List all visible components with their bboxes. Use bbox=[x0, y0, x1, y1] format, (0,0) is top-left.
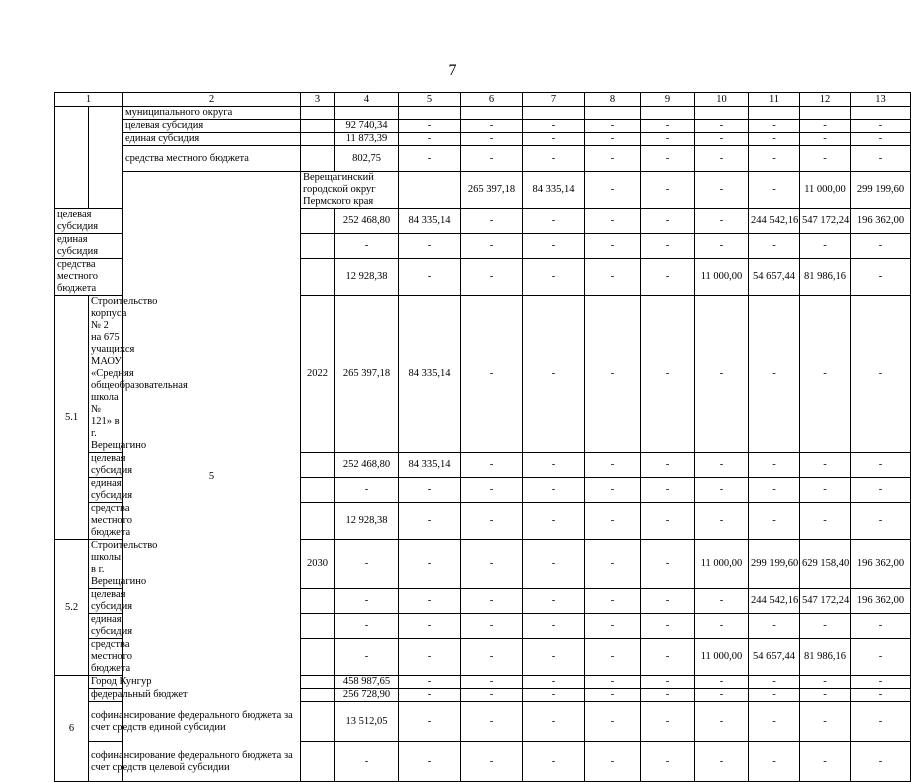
value-cell: - bbox=[585, 133, 641, 146]
value-cell: - bbox=[461, 503, 523, 540]
value-cell: - bbox=[523, 639, 585, 676]
value-cell bbox=[695, 107, 749, 120]
year-cell bbox=[301, 702, 335, 742]
value-cell: - bbox=[641, 120, 695, 133]
header-cell: 3 bbox=[301, 93, 335, 107]
value-cell: - bbox=[800, 296, 851, 453]
value-cell: 265 397,18 bbox=[335, 296, 399, 453]
value-cell: - bbox=[335, 639, 399, 676]
value-cell: 11 000,00 bbox=[695, 540, 749, 589]
value-cell: - bbox=[851, 689, 911, 702]
value-cell: - bbox=[585, 296, 641, 453]
header-cell: 9 bbox=[641, 93, 695, 107]
header-cell: 6 bbox=[461, 93, 523, 107]
value-cell: - bbox=[461, 259, 523, 296]
value-cell: - bbox=[641, 478, 695, 503]
value-cell: - bbox=[749, 133, 800, 146]
value-cell: - bbox=[399, 234, 461, 259]
value-cell: - bbox=[749, 503, 800, 540]
value-cell: - bbox=[585, 146, 641, 172]
value-cell: - bbox=[695, 689, 749, 702]
value-cell: - bbox=[585, 702, 641, 742]
value-cell: - bbox=[851, 742, 911, 782]
year-cell bbox=[301, 146, 335, 172]
value-cell: - bbox=[641, 133, 695, 146]
value-cell: - bbox=[461, 702, 523, 742]
subgroup-number: 5.2 bbox=[55, 540, 89, 676]
value-cell bbox=[585, 107, 641, 120]
value-cell: - bbox=[461, 120, 523, 133]
value-cell: 13 512,05 bbox=[335, 702, 399, 742]
value-cell: 11 000,00 bbox=[695, 639, 749, 676]
value-cell: - bbox=[749, 742, 800, 782]
value-cell: - bbox=[523, 146, 585, 172]
table-row bbox=[55, 133, 911, 146]
value-cell: - bbox=[851, 614, 911, 639]
value-cell: - bbox=[641, 146, 695, 172]
value-cell: - bbox=[461, 742, 523, 782]
value-cell bbox=[335, 107, 399, 120]
row-label: Строительство школы в г. Верещагино bbox=[89, 540, 123, 589]
value-cell: - bbox=[523, 234, 585, 259]
value-cell: - bbox=[800, 234, 851, 259]
value-cell: - bbox=[749, 234, 800, 259]
value-cell: 84 335,14 bbox=[399, 296, 461, 453]
value-cell bbox=[851, 107, 911, 120]
value-cell: 252 468,80 bbox=[335, 209, 399, 234]
value-cell: - bbox=[800, 742, 851, 782]
value-cell: - bbox=[851, 146, 911, 172]
year-cell bbox=[301, 453, 335, 478]
value-cell: - bbox=[461, 614, 523, 639]
value-cell: - bbox=[695, 296, 749, 453]
value-cell: 547 172,24 bbox=[800, 209, 851, 234]
value-cell: - bbox=[399, 614, 461, 639]
table-row bbox=[55, 107, 911, 120]
year-cell bbox=[301, 614, 335, 639]
subgroup-number-cell bbox=[89, 107, 123, 209]
table-row bbox=[55, 742, 911, 782]
value-cell: - bbox=[585, 689, 641, 702]
row-label: софинансирование федерального бюджета за счет средств единой субсидии bbox=[89, 702, 301, 742]
value-cell: - bbox=[335, 614, 399, 639]
group-number: 6 bbox=[55, 676, 89, 782]
value-cell bbox=[641, 107, 695, 120]
year-cell bbox=[301, 676, 335, 689]
value-cell: - bbox=[399, 259, 461, 296]
value-cell: - bbox=[461, 133, 523, 146]
header-cell: 5 bbox=[399, 93, 461, 107]
value-cell: - bbox=[851, 120, 911, 133]
value-cell: - bbox=[585, 478, 641, 503]
value-cell: 458 987,65 bbox=[335, 676, 399, 689]
year-cell bbox=[301, 120, 335, 133]
row-label: единая субсидия bbox=[55, 234, 123, 259]
value-cell: - bbox=[695, 120, 749, 133]
row-label: единая субсидия bbox=[123, 133, 301, 146]
row-label: софинансирование федерального бюджета за счет средств целевой субсидии bbox=[89, 742, 301, 782]
row-label: целевая субсидия bbox=[123, 120, 301, 133]
year-cell: 2022 bbox=[301, 296, 335, 453]
value-cell: - bbox=[585, 742, 641, 782]
value-cell: - bbox=[335, 478, 399, 503]
value-cell: - bbox=[399, 133, 461, 146]
value-cell: - bbox=[800, 478, 851, 503]
year-cell bbox=[301, 234, 335, 259]
value-cell bbox=[749, 107, 800, 120]
value-cell: - bbox=[523, 589, 585, 614]
value-cell: 244 542,16 bbox=[749, 209, 800, 234]
value-cell: - bbox=[523, 742, 585, 782]
value-cell: - bbox=[399, 503, 461, 540]
value-cell: - bbox=[851, 234, 911, 259]
value-cell: - bbox=[695, 742, 749, 782]
value-cell: - bbox=[749, 614, 800, 639]
value-cell: - bbox=[800, 614, 851, 639]
value-cell: - bbox=[851, 133, 911, 146]
value-cell: - bbox=[523, 296, 585, 453]
header-cell: 10 bbox=[695, 93, 749, 107]
value-cell: - bbox=[695, 503, 749, 540]
value-cell: 196 362,00 bbox=[851, 209, 911, 234]
year-cell bbox=[301, 742, 335, 782]
value-cell: - bbox=[399, 742, 461, 782]
value-cell: - bbox=[641, 259, 695, 296]
value-cell: - bbox=[585, 676, 641, 689]
value-cell: - bbox=[641, 742, 695, 782]
subgroup-number: 5.1 bbox=[55, 296, 89, 540]
value-cell: - bbox=[585, 540, 641, 589]
row-label: средства местного бюджета bbox=[55, 259, 123, 296]
value-cell: - bbox=[461, 234, 523, 259]
value-cell: - bbox=[749, 172, 800, 209]
value-cell: - bbox=[851, 676, 911, 689]
header-cell: 11 bbox=[749, 93, 800, 107]
value-cell: - bbox=[585, 453, 641, 478]
value-cell: 11 000,00 bbox=[695, 259, 749, 296]
row-label: единая субсидия bbox=[89, 478, 123, 503]
value-cell: 84 335,14 bbox=[523, 172, 585, 209]
value-cell: - bbox=[461, 478, 523, 503]
value-cell: - bbox=[335, 589, 399, 614]
header-cell: 7 bbox=[523, 93, 585, 107]
value-cell: - bbox=[749, 146, 800, 172]
value-cell: - bbox=[749, 296, 800, 453]
value-cell: - bbox=[585, 234, 641, 259]
value-cell: - bbox=[641, 639, 695, 676]
value-cell: - bbox=[523, 540, 585, 589]
value-cell: - bbox=[641, 676, 695, 689]
value-cell: - bbox=[749, 689, 800, 702]
value-cell: - bbox=[461, 639, 523, 676]
table-row bbox=[55, 676, 911, 689]
row-label: целевая субсидия bbox=[89, 453, 123, 478]
value-cell: - bbox=[461, 146, 523, 172]
value-cell: - bbox=[523, 209, 585, 234]
value-cell: - bbox=[523, 503, 585, 540]
table-row bbox=[55, 146, 911, 172]
value-cell: - bbox=[523, 120, 585, 133]
value-cell: - bbox=[399, 478, 461, 503]
value-cell: - bbox=[851, 639, 911, 676]
value-cell: - bbox=[335, 742, 399, 782]
value-cell: - bbox=[695, 133, 749, 146]
value-cell: 547 172,24 bbox=[800, 589, 851, 614]
value-cell: - bbox=[399, 639, 461, 676]
value-cell: - bbox=[851, 259, 911, 296]
value-cell: - bbox=[749, 478, 800, 503]
row-label: Город Кунгур bbox=[89, 676, 301, 689]
year-cell bbox=[301, 259, 335, 296]
value-cell: 11 873,39 bbox=[335, 133, 399, 146]
row-label: муниципального округа bbox=[123, 107, 301, 120]
value-cell: 244 542,16 bbox=[749, 589, 800, 614]
value-cell: - bbox=[399, 146, 461, 172]
header-cell: 4 bbox=[335, 93, 399, 107]
value-cell: - bbox=[749, 120, 800, 133]
row-label: единая субсидия bbox=[89, 614, 123, 639]
value-cell: 84 335,14 bbox=[399, 209, 461, 234]
row-label: федеральный бюджет bbox=[89, 689, 301, 702]
value-cell: - bbox=[523, 614, 585, 639]
year-cell bbox=[301, 107, 335, 120]
value-cell: 256 728,90 bbox=[335, 689, 399, 702]
value-cell: - bbox=[399, 702, 461, 742]
value-cell: - bbox=[461, 209, 523, 234]
value-cell: 802,75 bbox=[335, 146, 399, 172]
header-cell: 13 bbox=[851, 93, 911, 107]
year-cell bbox=[301, 639, 335, 676]
row-label: средства местного бюджета bbox=[123, 146, 301, 172]
budget-table bbox=[54, 92, 911, 782]
value-cell: - bbox=[695, 209, 749, 234]
value-cell: - bbox=[585, 259, 641, 296]
value-cell: 196 362,00 bbox=[851, 589, 911, 614]
year-cell bbox=[301, 689, 335, 702]
value-cell: - bbox=[641, 453, 695, 478]
value-cell: 265 397,18 bbox=[461, 172, 523, 209]
value-cell: - bbox=[749, 676, 800, 689]
value-cell: - bbox=[461, 453, 523, 478]
value-cell: - bbox=[461, 676, 523, 689]
value-cell: - bbox=[749, 702, 800, 742]
header-cell: 12 bbox=[800, 93, 851, 107]
value-cell: - bbox=[523, 689, 585, 702]
year-cell bbox=[301, 209, 335, 234]
value-cell: - bbox=[695, 172, 749, 209]
value-cell: - bbox=[641, 296, 695, 453]
year-cell bbox=[301, 133, 335, 146]
value-cell: - bbox=[585, 503, 641, 540]
value-cell: - bbox=[399, 120, 461, 133]
value-cell: - bbox=[523, 702, 585, 742]
value-cell: - bbox=[800, 676, 851, 689]
value-cell: - bbox=[399, 689, 461, 702]
value-cell: - bbox=[641, 234, 695, 259]
header-cell: 8 bbox=[585, 93, 641, 107]
value-cell: - bbox=[851, 503, 911, 540]
value-cell: - bbox=[695, 478, 749, 503]
value-cell: 84 335,14 bbox=[399, 453, 461, 478]
row-label: целевая субсидия bbox=[55, 209, 123, 234]
group-number: 5 bbox=[123, 172, 301, 782]
value-cell: - bbox=[641, 614, 695, 639]
value-cell: - bbox=[585, 639, 641, 676]
header-cell: 1 bbox=[55, 93, 123, 107]
value-cell: - bbox=[800, 120, 851, 133]
value-cell: - bbox=[335, 540, 399, 589]
value-cell: - bbox=[641, 209, 695, 234]
value-cell bbox=[461, 107, 523, 120]
value-cell: - bbox=[523, 676, 585, 689]
table-row bbox=[55, 702, 911, 742]
value-cell: - bbox=[641, 503, 695, 540]
value-cell: - bbox=[523, 453, 585, 478]
value-cell: 54 657,44 bbox=[749, 259, 800, 296]
year-cell: 2030 bbox=[301, 540, 335, 589]
value-cell: - bbox=[695, 146, 749, 172]
year-cell bbox=[301, 503, 335, 540]
value-cell: - bbox=[585, 120, 641, 133]
year-cell bbox=[301, 478, 335, 503]
value-cell: - bbox=[695, 589, 749, 614]
value-cell: - bbox=[399, 589, 461, 614]
value-cell: - bbox=[461, 540, 523, 589]
value-cell: - bbox=[695, 614, 749, 639]
value-cell: 196 362,00 bbox=[851, 540, 911, 589]
value-cell: - bbox=[523, 133, 585, 146]
value-cell: 12 928,38 bbox=[335, 259, 399, 296]
value-cell: - bbox=[695, 453, 749, 478]
value-cell: - bbox=[399, 540, 461, 589]
table-row bbox=[55, 120, 911, 133]
value-cell: - bbox=[800, 503, 851, 540]
value-cell: - bbox=[461, 689, 523, 702]
value-cell: - bbox=[695, 234, 749, 259]
value-cell: - bbox=[523, 478, 585, 503]
value-cell: - bbox=[695, 702, 749, 742]
value-cell: 92 740,34 bbox=[335, 120, 399, 133]
value-cell: - bbox=[851, 453, 911, 478]
header-cell: 2 bbox=[123, 93, 301, 107]
value-cell: - bbox=[695, 676, 749, 689]
value-cell bbox=[399, 107, 461, 120]
header-row bbox=[55, 93, 911, 107]
value-cell: - bbox=[585, 614, 641, 639]
value-cell: - bbox=[800, 702, 851, 742]
value-cell: 299 199,60 bbox=[749, 540, 800, 589]
value-cell: - bbox=[461, 589, 523, 614]
value-cell: - bbox=[851, 296, 911, 453]
value-cell: - bbox=[399, 676, 461, 689]
value-cell: - bbox=[641, 689, 695, 702]
value-cell: - bbox=[585, 172, 641, 209]
value-cell: 12 928,38 bbox=[335, 503, 399, 540]
value-cell: - bbox=[641, 702, 695, 742]
value-cell: - bbox=[523, 259, 585, 296]
value-cell: - bbox=[800, 689, 851, 702]
value-cell: - bbox=[461, 296, 523, 453]
page-number: 7 bbox=[448, 62, 457, 79]
value-cell: 54 657,44 bbox=[749, 639, 800, 676]
value-cell: - bbox=[335, 234, 399, 259]
value-cell: - bbox=[800, 453, 851, 478]
row-label: Строительство корпуса № 2 на 675 учащихся МАОУ «Средняя общеобразовательная школа № 121» в г. Верещагино bbox=[89, 296, 123, 453]
value-cell: - bbox=[641, 172, 695, 209]
row-label: Верещагинский городской округ Пермского края bbox=[301, 172, 399, 209]
value-cell: 629 158,40 bbox=[800, 540, 851, 589]
value-cell: - bbox=[641, 589, 695, 614]
value-cell: - bbox=[851, 702, 911, 742]
value-cell bbox=[523, 107, 585, 120]
table-row bbox=[55, 689, 911, 702]
value-cell: 11 000,00 bbox=[800, 172, 851, 209]
value-cell: - bbox=[749, 453, 800, 478]
value-cell: 252 468,80 bbox=[335, 453, 399, 478]
value-cell: 81 986,16 bbox=[800, 639, 851, 676]
year-cell bbox=[301, 589, 335, 614]
year-cell bbox=[399, 172, 461, 209]
value-cell: - bbox=[641, 540, 695, 589]
table-row bbox=[55, 172, 911, 209]
value-cell: - bbox=[585, 589, 641, 614]
row-label: целевая субсидия bbox=[89, 589, 123, 614]
row-label: средства местного бюджета bbox=[89, 639, 123, 676]
value-cell: - bbox=[800, 133, 851, 146]
group-number-cell bbox=[55, 107, 89, 209]
value-cell: - bbox=[851, 478, 911, 503]
row-label: средства местного бюджета bbox=[89, 503, 123, 540]
value-cell: - bbox=[800, 146, 851, 172]
value-cell: - bbox=[585, 209, 641, 234]
value-cell: 81 986,16 bbox=[800, 259, 851, 296]
value-cell: 299 199,60 bbox=[851, 172, 911, 209]
value-cell bbox=[800, 107, 851, 120]
